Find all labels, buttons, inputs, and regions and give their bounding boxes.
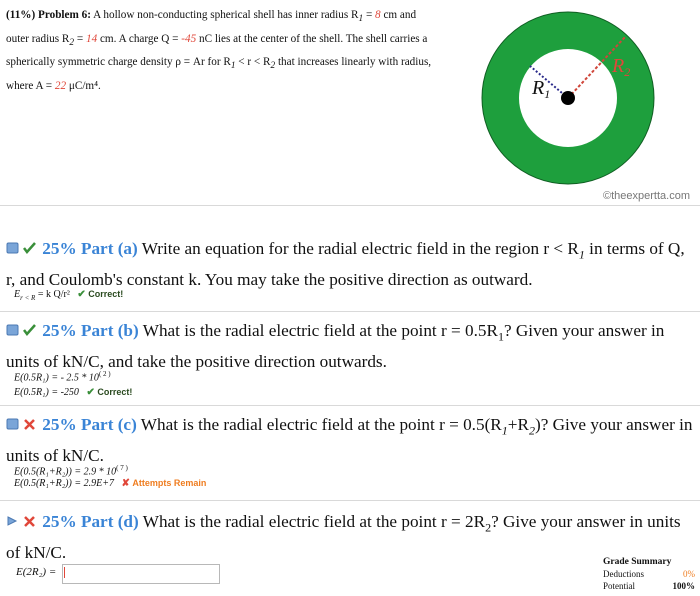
part-a-label: Part (a) xyxy=(80,239,138,258)
divider xyxy=(0,405,700,406)
x-icon: ✘ xyxy=(121,478,130,489)
part-b-answer-2: E(0.5R₁) = -250 ✔ Correct! xyxy=(14,387,133,398)
shell-figure xyxy=(474,8,664,190)
center-charge xyxy=(561,91,575,105)
deductions-row: Deductions 0% xyxy=(603,569,695,579)
x-icon xyxy=(25,420,34,429)
divider xyxy=(0,311,700,312)
part-d-answer-input[interactable] xyxy=(62,564,220,584)
part-d-label: Part (d) xyxy=(80,512,139,531)
outer-radius-value: 14 xyxy=(85,32,98,45)
part-d: 25% Part (d) What is the radial electric field at the point $r = 2R_2$? Give your answer in units of kN/C. xyxy=(6,512,681,563)
figure-credit: ©theexpertta.com xyxy=(603,190,690,202)
part-c-answer-2: E(0.5(R₁+R₂)) = 2.9E+7 ✘ Attempts Remain xyxy=(14,478,207,489)
problem-header: (11%) Problem 6: xyxy=(6,9,91,21)
part-d-icons xyxy=(6,510,38,524)
x-icon xyxy=(25,517,34,526)
inner-radius-value: 8 xyxy=(375,9,381,21)
expand-icon[interactable] xyxy=(7,243,18,253)
part-d-input-label: E(2R₂) = xyxy=(16,566,57,578)
part-a-answer: $E_{r < R} = k$ Q/r² ✔ Correct! xyxy=(14,289,124,302)
expand-icon[interactable] xyxy=(7,325,18,335)
check-icon xyxy=(24,325,35,334)
charge-value: -45 xyxy=(181,32,197,45)
part-a: 25% Part (a) Write an equation for the radial electric field in the region $r < R_1$ in terms of Q, r, and Coulomb's constant k. You may take the positive direction as outward. xyxy=(6,239,685,290)
correct-check-icon: ✔ xyxy=(86,387,95,398)
part-b-answer-1: E(0.5R₁) = - $2.5 * 10^{( 2 )}$ xyxy=(14,370,111,384)
problem-statement: (11%) Problem 6: A hollow non-conducting spherical shell has inner radius $R_1 = 8$ cm and outer radius $R_2 = 14$ cm. A charge Q = -45 nC lies at the center of the shell. The shell carries a spherically symmetric charge density ρ = Ar for $R_1 < r < R_2$ that increases linearly with radius, where A = 22 μC/m⁴. xyxy=(6,9,432,93)
part-b-icons xyxy=(6,319,38,333)
part-c-answer-1: $E(0.5(R_1+R_2)) = 2.9 * 10^{( 7 )}$ xyxy=(14,464,128,478)
grade-title: Grade Summary xyxy=(603,557,672,567)
divider xyxy=(0,205,700,206)
part-a-icons xyxy=(6,237,38,251)
check-icon xyxy=(24,243,35,252)
A-value: 22 xyxy=(54,80,67,93)
part-b-label: Part (b) xyxy=(80,321,139,340)
part-a-status: Correct! xyxy=(88,289,124,299)
r2-label: $R_2$ xyxy=(612,55,631,79)
correct-check-icon: ✔ xyxy=(77,289,86,300)
potential-row: Potential 100% xyxy=(603,581,695,591)
part-c: 25% Part (c) What is the radial electric field at the point $r = 0.5(R_1+R_2)$? Give your answer in units of kN/C. xyxy=(6,415,693,466)
expand-icon[interactable] xyxy=(7,419,18,429)
part-c-status: Attempts Remain xyxy=(132,478,207,488)
part-b: 25% Part (b) What is the radial electric field at the point $r = 0.5R_1$? Given your answer in units of kN/C, and take the positive direction outwards. xyxy=(6,321,665,372)
grade-summary xyxy=(603,556,695,592)
input-caret xyxy=(64,567,65,578)
r1-label: $R_1$ xyxy=(532,77,551,101)
play-icon[interactable] xyxy=(8,517,16,525)
part-c-label: Part (c) xyxy=(80,415,137,434)
part-b-status: Correct! xyxy=(97,387,133,397)
part-c-icons xyxy=(6,413,38,427)
